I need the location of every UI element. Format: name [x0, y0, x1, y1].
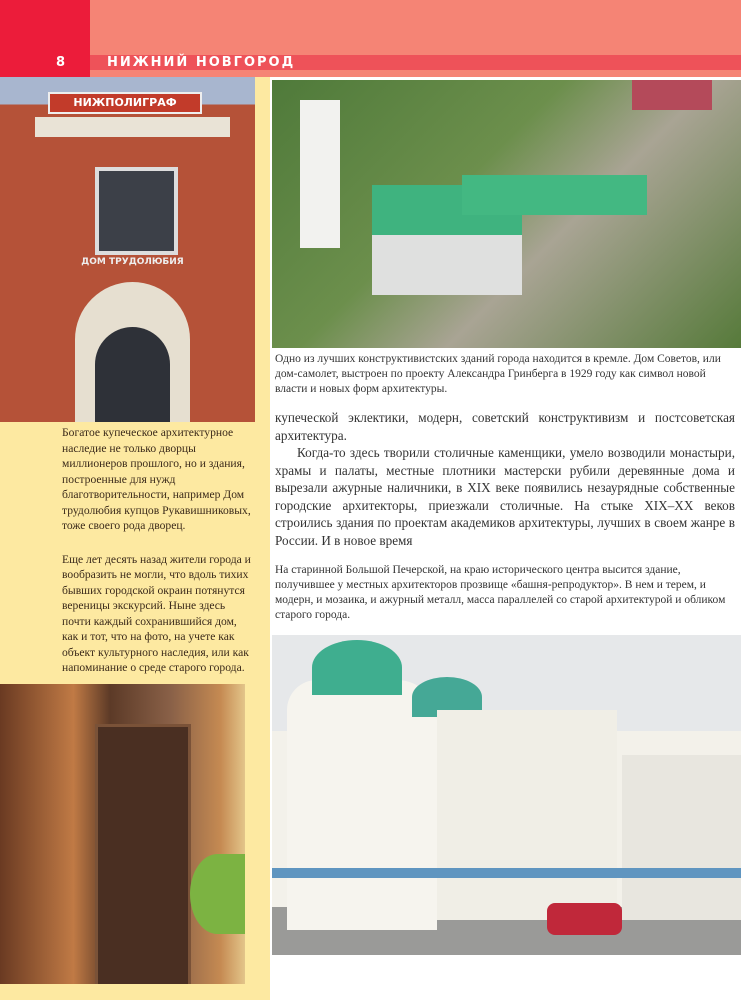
- body-paragraph-2: Когда-то здесь творили столичные каменщики, умело возводили монастыри, храмы и палаты, местные плотники мастерски рубили деревянные дома и вырезали ажурные наличники, в XIX веке появились незаурядные собственные городские архитекторы, приезжали столичные. На стыке XIX–XX веков строились здания по проектам академиков архитектуры, лучших в своем жанре в России. И в новое время: [275, 445, 735, 548]
- green-dome: [312, 640, 402, 695]
- header-accent-block: [0, 0, 90, 77]
- arch-window: [95, 327, 170, 422]
- neighbor-building: [622, 755, 741, 920]
- facade-sign: ДОМ ТРУДОЛЮБИЯ: [81, 257, 184, 267]
- photo-dom-trudolyubiya: [0, 77, 255, 422]
- leaf: [190, 854, 245, 934]
- blue-band: [272, 868, 741, 878]
- roof-sign: НИЖПОЛИГРАФ: [48, 92, 202, 114]
- cornice: [35, 117, 230, 137]
- main-building: [437, 710, 617, 920]
- bell-tower: [300, 100, 340, 248]
- green-roof-wing: [462, 175, 647, 215]
- sidebar-flow: [0, 425, 255, 984]
- red-car: [547, 903, 622, 935]
- carved-pillar: [95, 724, 191, 984]
- main-column: [275, 352, 737, 955]
- red-building: [632, 80, 712, 110]
- running-title: НИЖНИЙ НОВГОРОД: [107, 55, 296, 70]
- caption-kremlin: Одно из лучших конструктивистских зданий города находится в кремле. Дом Советов, или дом-самолет, выстроен по проекту Александра Гринберга в 1929 году как символ новой власти и новых форм архитектуры.: [275, 353, 721, 395]
- sidebar-note-2: Еще лет десять назад жители города и вообразить не могли, что вдоль тихих бывших городской окраин потянутся вереницы экскурсий. Ныне здесь почти каждый сохранившийся дом, как и тот, что на фото, на учете как объект культурного наследия, или как напоминание о среде старого города.: [62, 552, 251, 674]
- body-paragraph-1: купеческой эклектики, модерн, советский конструктивизм и постсоветская архитектура.: [275, 410, 735, 443]
- window: [95, 167, 178, 255]
- caption-tower: На старинной Большой Печерской, на краю исторического центра высится здание, получившее у местных архитекторов прозвище «башня-репродуктор». В нем и терем, и модерн, и мозаика, и ажурный металл, масса параллелей со старой архитектурой и обликом старого города.: [275, 564, 726, 621]
- body-text: [275, 409, 735, 549]
- tower-building: [287, 680, 437, 930]
- photo-bashnya-reproduktor: [272, 635, 741, 955]
- page-number: 8: [56, 55, 67, 70]
- photo-kremlin-dom-sovetov: [272, 80, 741, 348]
- photo-carved-window-frame: [0, 684, 245, 984]
- sidebar-note-1: Богатое купеческое архитектурное наследие не только дворцы миллионеров прошлого, но и здания, построенные для нужд благотворительности, например Дом трудолюбия купцов Рукавишниковых, тоже своего рода дворец.: [62, 426, 251, 532]
